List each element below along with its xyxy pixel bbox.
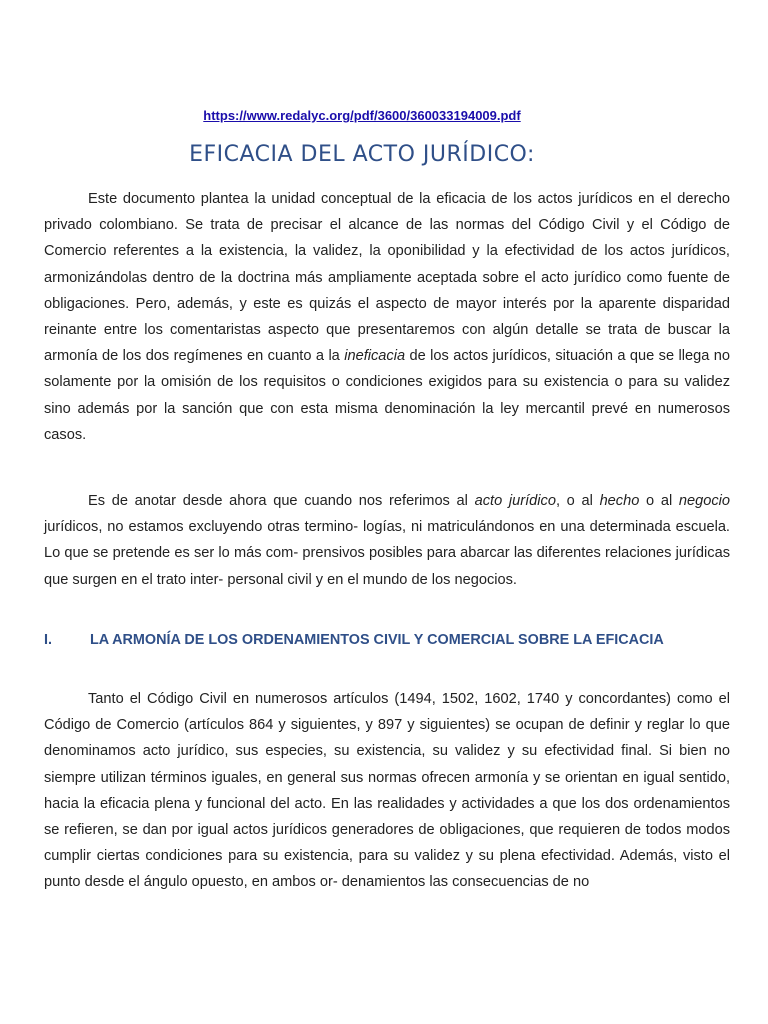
section-body-text: Tanto el Código Civil en numerosos artículos (1494, 1502, 1602, 1740 y concordantes) como el Código de Comercio (artículos 864 y siguientes, y 897 y siguientes) se ocupan de definir y reglar lo que denominamos acto jurídico, sus especies, su existencia, su validez y su efectividad final. Si bien no siempre utilizan términos iguales, en general sus normas ofrecen armonía y se orientan en igual sentido, hacia la eficacia plena y funcional del acto. En las realidades y actividades a que los dos ordenamientos se refieren, se dan por igual actos jurídicos generadores de obligaciones, que requieren de todos modos cumplir ciertas condiciones para su existencia, para su validez y su plena efectividad. Además, visto el punto desde el ángulo opuesto, en ambos or- denamientos las consecuencias de no [44,691,730,891]
terminology-paragraph-text-3: o al [639,493,679,509]
terminology-paragraph-text-4: jurídicos, no estamos excluyendo otras termino- logías, ni matriculándonos en una determinada escuela. Lo que se pretende es ser lo más com- prensivos posibles para abarcar las diferentes relaciones jurídicas que surgen en el trato inter- personal civil y en el mundo de los negocios. [44,519,730,588]
terminology-paragraph-text-2: , o al [555,493,600,509]
section-heading-text: LA ARMONÍA DE LOS ORDENAMIENTOS CIVIL Y COMERCIAL SOBRE LA EFICACIA [90,632,664,648]
section-heading [44,632,744,648]
source-url-link[interactable]: https://www.redalyc.org/pdf/3600/360033194009.pdf [203,108,521,123]
intro-paragraph-text-1: Este documento plantea la unidad conceptual de la eficacia de los actos jurídicos en el derecho privado colombiano. Se trata de precisar el alcance de las normas del Código Civil y el Código de Comercio referentes a la existencia, la validez, la oponibilidad y la efectividad de los actos jurídicos, armonizándolas dentro de la doctrina más ampliamente aceptada sobre el acto jurídico como fuente de obligaciones. Pero, además, y este es quizás el aspecto de mayor interés por la aparente disparidad reinante entre los comentaristas aspecto que presentaremos con algún detalle se trata de buscar la armonía de los dos regímenes en cuanto a la [44,191,730,365]
intro-paragraph-italic-ineficacia: ineficacia [344,348,406,365]
section-number: I. [44,632,52,648]
section-body-paragraph [44,686,730,896]
intro-paragraph-text-2: de los actos jurídicos, situación a que se llega no solamente por la omisión de los requisitos o condiciones exigidos para su existencia o para su validez sino además por la sanción que con esta misma denominación la ley mercantil prevé en numerosos casos. [44,348,731,443]
intro-paragraph [44,186,730,448]
terminology-paragraph [44,488,730,593]
document-title: EFICACIA DEL ACTO JURÍDICO: [189,142,535,167]
terminology-paragraph-text-1: Es de anotar desde ahora que cuando nos referimos al [88,493,475,509]
terminology-italic-acto-juridico: acto jurídico [474,493,556,509]
terminology-italic-negocio: negocio [678,493,731,509]
terminology-italic-hecho: hecho [599,493,640,509]
